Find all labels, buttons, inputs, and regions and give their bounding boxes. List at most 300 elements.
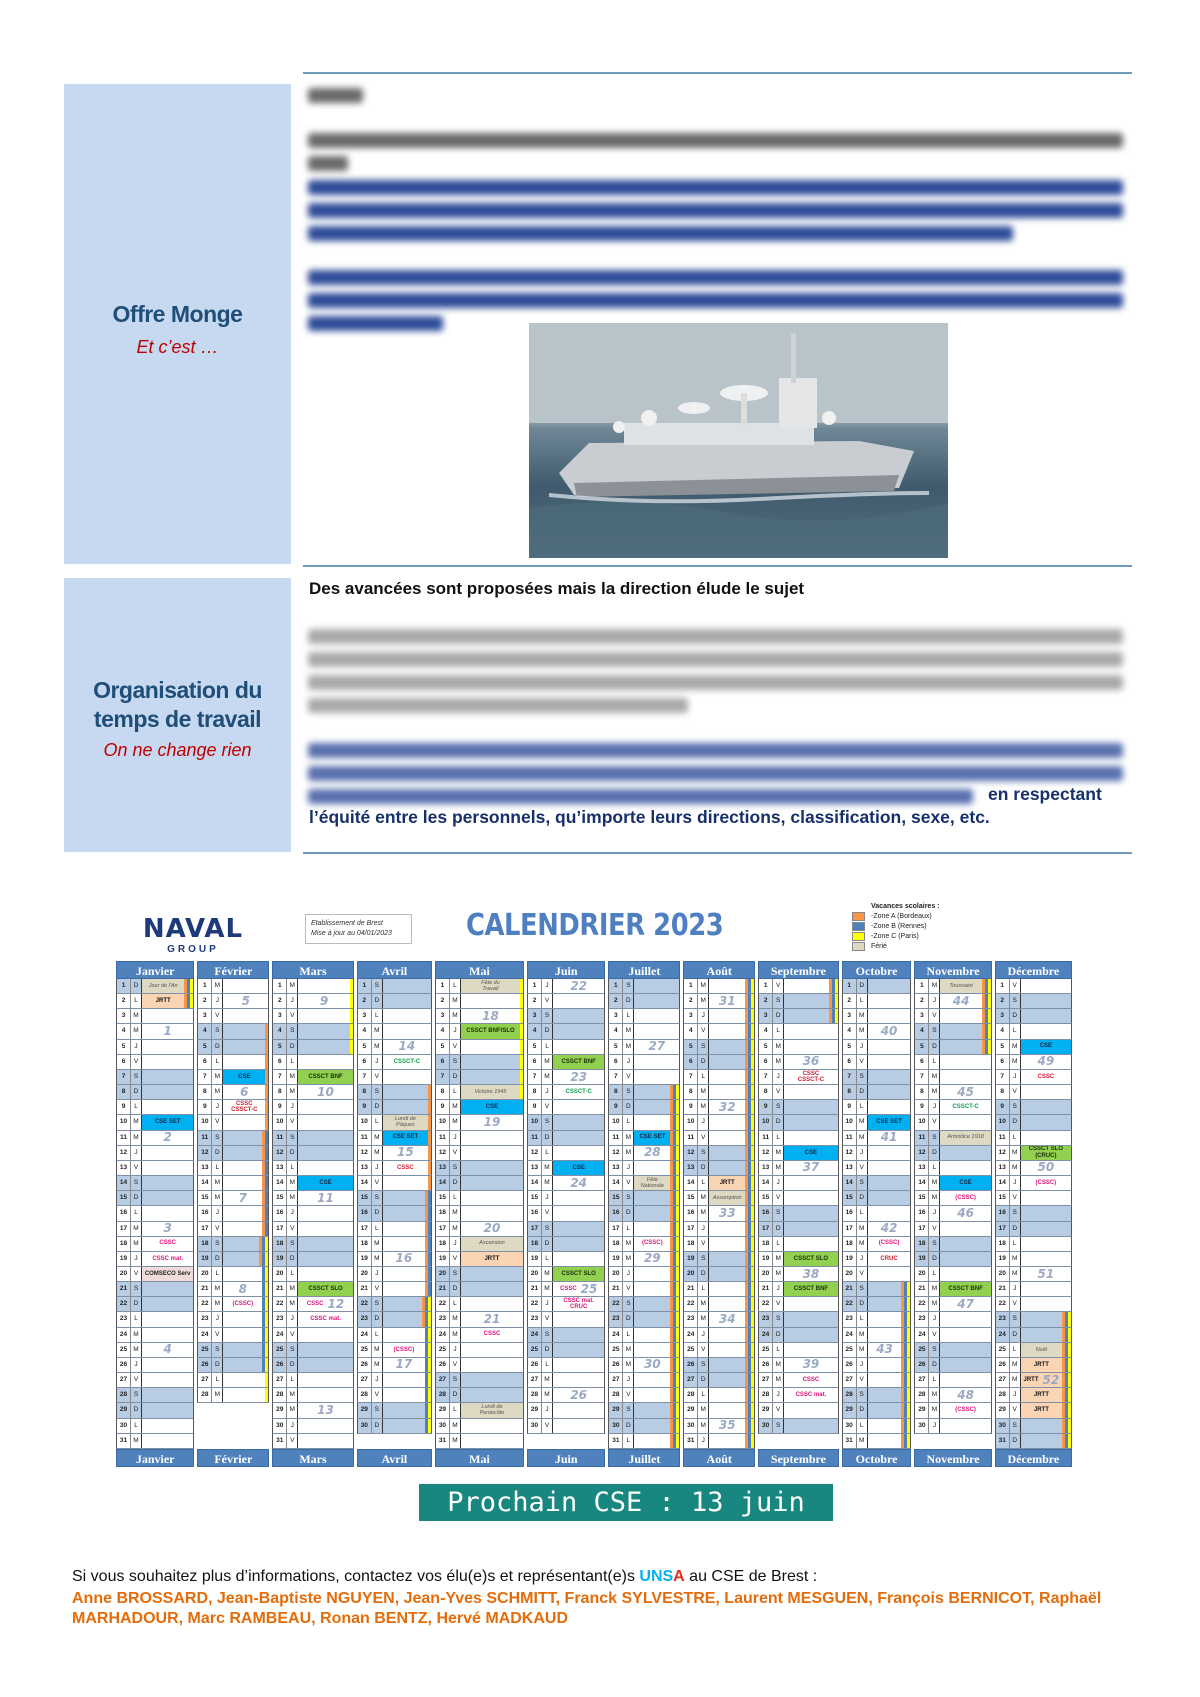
day-number: 27: [117, 1373, 131, 1387]
day-row: [758, 1146, 839, 1161]
day-letter: M: [929, 979, 940, 993]
day-event: [1021, 1146, 1071, 1160]
day-event-content: [940, 1176, 990, 1190]
day-row: [758, 1419, 839, 1434]
day-number: 31: [996, 1434, 1010, 1448]
day-number: 4: [198, 1024, 212, 1038]
day-row: [608, 1176, 680, 1191]
day-event-content: [461, 979, 520, 993]
day-event-content: [461, 1222, 523, 1236]
day-event-content: [223, 994, 268, 1008]
week-number: 22: [570, 979, 588, 993]
day-event-content: [940, 979, 981, 993]
day-number: 7: [759, 1070, 773, 1084]
event-label: (CSSC): [393, 1346, 415, 1353]
day-event-content: [784, 1206, 838, 1220]
holiday-zone-c: [751, 1343, 754, 1357]
week-number: 47: [957, 1297, 974, 1311]
day-number: 8: [358, 1085, 372, 1099]
day-event-content: [709, 1085, 745, 1099]
holiday-zone-c: [428, 1328, 431, 1342]
empty-row: [197, 1403, 269, 1418]
school-holiday-stripes: [1062, 1358, 1071, 1372]
holiday-zone-c: [350, 979, 353, 993]
day-event: [298, 1024, 353, 1038]
day-letter: D: [542, 1131, 553, 1145]
day-row: [197, 1055, 269, 1070]
holiday-zone-c: [751, 1024, 754, 1038]
day-event-content: [634, 1206, 670, 1220]
event-label: JRTT: [155, 997, 171, 1004]
day-number: 28: [198, 1388, 212, 1402]
day-number: 2: [273, 994, 287, 1008]
day-number: 19: [609, 1252, 623, 1266]
day-event: [634, 1009, 679, 1023]
day-letter: D: [287, 1040, 298, 1054]
day-row: [116, 1115, 194, 1130]
day-row: [608, 1252, 680, 1267]
week-number: 14: [398, 1039, 416, 1054]
day-number: 11: [609, 1131, 623, 1145]
day-number: 18: [915, 1237, 929, 1251]
day-number: 13: [273, 1161, 287, 1175]
holiday-zone-c: [1068, 1388, 1071, 1402]
day-event: [784, 1176, 838, 1190]
day-event: [142, 979, 193, 993]
day-event-content: [784, 1040, 838, 1054]
day-row: [608, 1161, 680, 1176]
day-event: [709, 1328, 754, 1342]
day-row: [683, 1131, 755, 1146]
day-number: 17: [996, 1222, 1010, 1236]
day-event: [461, 1358, 523, 1372]
day-letter: M: [1010, 1252, 1021, 1266]
day-event-content: [1021, 1191, 1071, 1205]
calendar-info-box: Etablissement de Brest Mise à jour au 04/01/2023: [305, 914, 412, 944]
day-row: [842, 1161, 912, 1176]
day-row: [995, 1282, 1072, 1297]
day-row: [357, 1024, 432, 1039]
day-event: [868, 1373, 911, 1387]
day-row: [527, 1222, 605, 1237]
day-number: 14: [117, 1176, 131, 1190]
day-row: [683, 979, 755, 994]
holiday-zone-c: [190, 979, 193, 993]
day-number: 4: [915, 1024, 929, 1038]
day-event-content: [709, 1403, 745, 1417]
day-number: 23: [117, 1312, 131, 1326]
day-event-content: [223, 1237, 259, 1251]
day-letter: M: [450, 1100, 461, 1114]
day-letter: V: [372, 1282, 383, 1296]
day-event: [553, 1252, 604, 1266]
day-event-content: [709, 1146, 745, 1160]
day-number: 26: [843, 1358, 857, 1372]
day-letter: M: [623, 1131, 634, 1145]
day-event-content: [634, 1434, 670, 1448]
day-number: 11: [198, 1131, 212, 1145]
week-number: 15: [397, 1145, 414, 1160]
day-event: [461, 1161, 523, 1175]
day-letter: L: [131, 1100, 142, 1114]
day-letter: D: [131, 1297, 142, 1311]
day-event: [461, 1434, 523, 1448]
day-row: [197, 1328, 269, 1343]
day-event-content: [709, 1373, 745, 1387]
day-event-content: [634, 1282, 670, 1296]
week-number: 1: [163, 1024, 172, 1039]
day-number: 10: [198, 1115, 212, 1129]
day-event: [709, 1176, 754, 1190]
day-event: [1021, 1312, 1071, 1326]
day-row: [357, 1040, 432, 1055]
day-event-content: [383, 1222, 425, 1236]
day-row: [758, 1191, 839, 1206]
day-row: [842, 994, 912, 1009]
day-row: [842, 1070, 912, 1085]
holiday-zone-c: [751, 1146, 754, 1160]
day-event: [298, 1312, 353, 1326]
day-letter: M: [450, 1328, 461, 1342]
day-letter: L: [698, 1282, 709, 1296]
day-event: [868, 1403, 911, 1417]
day-row: [527, 1131, 605, 1146]
day-event-content: [553, 1161, 604, 1175]
day-row: [357, 1328, 432, 1343]
day-event: [383, 1024, 431, 1038]
day-letter: S: [542, 1115, 553, 1129]
day-event: [553, 1222, 604, 1236]
day-number: 21: [528, 1282, 542, 1296]
day-event: [634, 1070, 679, 1084]
day-event: [1021, 1161, 1071, 1175]
empty-row: [357, 1434, 432, 1449]
day-event-content: [940, 1312, 990, 1326]
day-event-content: [142, 1419, 193, 1433]
day-event-content: [461, 1146, 523, 1160]
day-event-content: [461, 1312, 523, 1326]
day-event: [553, 1146, 604, 1160]
day-row: [272, 1373, 354, 1388]
day-event: [553, 1070, 604, 1084]
day-event-content: [634, 1358, 670, 1372]
day-event: [634, 1206, 679, 1220]
day-event: [223, 994, 268, 1008]
day-row: [914, 1358, 991, 1373]
day-row: [116, 1237, 194, 1252]
day-event-content: [634, 1237, 670, 1251]
school-holiday-stripes: [670, 1176, 679, 1190]
day-letter: V: [929, 1222, 940, 1236]
day-event-content: [461, 1040, 520, 1054]
day-row: [683, 1206, 755, 1221]
day-letter: L: [542, 1358, 553, 1372]
day-number: 6: [843, 1055, 857, 1069]
day-event-content: [223, 1070, 265, 1084]
day-event-content: [634, 1024, 679, 1038]
day-event-content: [461, 1403, 523, 1417]
day-letter: V: [542, 1312, 553, 1326]
school-holiday-stripes: [670, 1267, 679, 1281]
day-event: [553, 979, 604, 993]
legend-item: [852, 942, 940, 952]
day-event-content: [784, 1267, 838, 1281]
day-row: [435, 1131, 524, 1146]
day-event: [298, 1237, 353, 1251]
day-number: 4: [273, 1024, 287, 1038]
day-event: [709, 1237, 754, 1251]
day-row: [435, 1403, 524, 1418]
day-letter: M: [698, 1403, 709, 1417]
month-column: [758, 961, 839, 1467]
day-letter: L: [929, 1055, 940, 1069]
school-holiday-stripes: [901, 1403, 910, 1417]
day-letter: S: [1010, 1100, 1021, 1114]
day-event-content: [784, 1312, 838, 1326]
day-event: [383, 1070, 431, 1084]
day-number: 18: [759, 1237, 773, 1251]
day-row: [197, 1040, 269, 1055]
day-number: 23: [759, 1312, 773, 1326]
day-letter: V: [623, 1282, 634, 1296]
holiday-zone-c: [907, 1312, 910, 1326]
day-letter: J: [542, 1191, 553, 1205]
day-row: [608, 1237, 680, 1252]
school-holiday-stripes: [425, 1358, 431, 1372]
day-letter: M: [773, 1040, 784, 1054]
day-event-content: [298, 1055, 353, 1069]
week-number: 9: [319, 994, 329, 1008]
holiday-zone-c: [751, 1358, 754, 1372]
day-event: [298, 1328, 353, 1342]
day-event: [553, 1267, 604, 1281]
day-event-content: [461, 1055, 520, 1069]
day-row: [608, 1419, 680, 1434]
day-number: 3: [915, 1009, 929, 1023]
day-letter: L: [450, 1297, 461, 1311]
day-event-content: [709, 1131, 745, 1145]
day-event: [940, 1085, 990, 1099]
day-event-content: [553, 1222, 604, 1236]
holiday-zone-c: [751, 1388, 754, 1402]
day-row: [995, 1161, 1072, 1176]
day-number: 7: [117, 1070, 131, 1084]
day-event: [383, 1161, 431, 1175]
day-event: [461, 1312, 523, 1326]
day-number: 26: [609, 1358, 623, 1372]
day-event: [634, 1222, 679, 1236]
day-number: 2: [843, 994, 857, 1008]
day-event: [868, 994, 911, 1008]
day-event-content: [1021, 1282, 1071, 1296]
day-letter: M: [857, 1343, 868, 1357]
school-holiday-stripes: [265, 1100, 268, 1114]
day-number: 12: [198, 1146, 212, 1160]
week-number: 26: [570, 1388, 588, 1402]
week-number: 7: [238, 1191, 247, 1205]
day-number: 2: [436, 994, 450, 1008]
day-event-content: [553, 1009, 604, 1023]
day-letter: D: [698, 1267, 709, 1281]
day-letter: V: [857, 1055, 868, 1069]
event-label: CSE SET: [154, 1119, 181, 1126]
day-event-content: [223, 1100, 265, 1114]
day-event-content: [709, 1176, 745, 1190]
day-event: [298, 1252, 353, 1266]
day-event: [553, 1009, 604, 1023]
day-row: [357, 1282, 432, 1297]
day-event: [461, 1373, 523, 1387]
holiday-zone-c: [265, 1373, 268, 1387]
day-event-content: [142, 1267, 193, 1281]
day-event: [553, 1176, 604, 1190]
day-letter: V: [287, 1115, 298, 1129]
school-holiday-stripes: [745, 1146, 754, 1160]
day-event-content: [383, 1237, 425, 1251]
day-number: 2: [684, 994, 698, 1008]
day-row: [914, 1131, 991, 1146]
day-row: [914, 1252, 991, 1267]
day-event-content: [784, 1055, 838, 1069]
school-holiday-stripes: [262, 1282, 268, 1296]
day-event: [142, 1267, 193, 1281]
day-event: [784, 1070, 838, 1084]
day-number: 3: [198, 1009, 212, 1023]
day-number: 25: [684, 1343, 698, 1357]
day-letter: V: [212, 1115, 223, 1129]
day-letter: V: [1010, 1297, 1021, 1311]
holiday-zone-c: [751, 1100, 754, 1114]
day-number: 14: [273, 1176, 287, 1190]
holiday-zone-c: [907, 1343, 910, 1357]
day-event-content: [298, 994, 350, 1008]
day-event-content: [784, 1343, 838, 1357]
day-letter: J: [929, 1100, 940, 1114]
month-column: [116, 961, 194, 1467]
day-number: 22: [198, 1297, 212, 1311]
day-letter: D: [857, 1403, 868, 1417]
day-row: [197, 1237, 269, 1252]
day-number: 13: [915, 1161, 929, 1175]
day-letter: S: [929, 1343, 940, 1357]
day-letter: D: [857, 1191, 868, 1205]
day-event-content: [634, 1146, 670, 1160]
week-number: 49: [1037, 1054, 1055, 1069]
month-header: Août: [683, 961, 755, 979]
day-event-content: [383, 1009, 431, 1023]
week-number: 18: [482, 1009, 499, 1023]
holiday-zone-c: [676, 1237, 679, 1251]
day-event: [1021, 1297, 1071, 1311]
day-number: 26: [358, 1358, 372, 1372]
day-row: [683, 1343, 755, 1358]
day-event-content: [223, 1358, 262, 1372]
day-number: 6: [436, 1055, 450, 1069]
day-number: 12: [528, 1146, 542, 1160]
day-row: [608, 1312, 680, 1327]
day-event-content: [298, 1206, 353, 1220]
day-number: 17: [609, 1222, 623, 1236]
day-letter: M: [287, 1085, 298, 1099]
day-row: [842, 1131, 912, 1146]
day-event-content: [383, 979, 431, 993]
day-letter: D: [287, 1252, 298, 1266]
day-letter: M: [623, 1024, 634, 1038]
day-letter: L: [542, 1040, 553, 1054]
legend-label: -Zone A (Bordeaux): [871, 912, 932, 920]
day-number: 27: [273, 1373, 287, 1387]
day-event: [223, 1206, 268, 1220]
day-event-content: [223, 1024, 265, 1038]
day-number: 11: [996, 1131, 1010, 1145]
day-row: [527, 1070, 605, 1085]
day-number: 19: [915, 1252, 929, 1266]
day-letter: M: [542, 1176, 553, 1190]
day-number: 18: [198, 1237, 212, 1251]
empty-row: [914, 1434, 991, 1449]
day-letter: M: [623, 1343, 634, 1357]
day-event-content: [298, 1131, 353, 1145]
holiday-zone-c: [265, 1282, 268, 1296]
day-event-content: [1021, 1434, 1062, 1448]
day-number: 2: [117, 994, 131, 1008]
day-event-content: [298, 1343, 353, 1357]
day-number: 8: [117, 1085, 131, 1099]
day-event: [461, 1070, 523, 1084]
day-number: 16: [759, 1206, 773, 1220]
day-row: [758, 1055, 839, 1070]
day-row: [197, 1252, 269, 1267]
day-row: [608, 1009, 680, 1024]
day-number: 19: [528, 1252, 542, 1266]
day-row: [758, 1267, 839, 1282]
day-event: [868, 1388, 911, 1402]
day-event: [1021, 1206, 1071, 1220]
day-number: 27: [198, 1373, 212, 1387]
holiday-zone-c: [988, 1040, 991, 1054]
day-row: [527, 1009, 605, 1024]
day-event-content: [298, 1161, 353, 1175]
school-holiday-stripes: [745, 1222, 754, 1236]
day-letter: M: [131, 1328, 142, 1342]
day-event-content: [634, 979, 679, 993]
school-holiday-stripes: [425, 1419, 431, 1433]
day-event-content: [142, 1085, 193, 1099]
day-row: [116, 1403, 194, 1418]
day-event-content: [634, 1388, 670, 1402]
day-event: [940, 1070, 990, 1084]
day-number: 10: [528, 1115, 542, 1129]
holiday-zone-b: [428, 1252, 431, 1266]
event-label: Assomption: [712, 1195, 742, 1202]
month-days: [608, 979, 680, 1449]
holiday-zone-c: [751, 1206, 754, 1220]
day-event: [940, 1237, 990, 1251]
day-letter: D: [450, 1282, 461, 1296]
holiday-zone-c: [1068, 1343, 1071, 1357]
holiday-zone-a: [428, 1146, 431, 1160]
day-row: [197, 1206, 269, 1221]
day-letter: D: [212, 1252, 223, 1266]
day-letter: M: [698, 1297, 709, 1311]
day-number: 24: [609, 1328, 623, 1342]
school-holiday-stripes: [670, 1115, 679, 1129]
day-number: 29: [684, 1403, 698, 1417]
day-event: [142, 1434, 193, 1448]
day-letter: V: [929, 1115, 940, 1129]
day-row: [995, 1040, 1072, 1055]
day-letter: S: [929, 1237, 940, 1251]
